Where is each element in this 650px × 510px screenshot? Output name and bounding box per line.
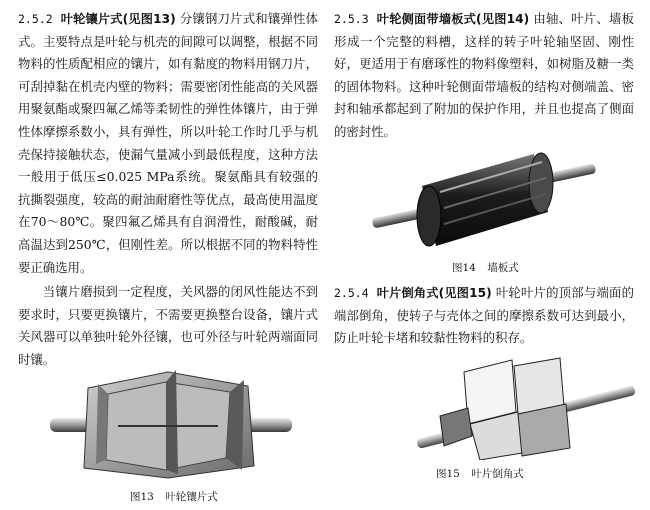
figure-13-image	[48, 366, 294, 484]
figure-14-caption	[452, 260, 519, 275]
section-2-5-2	[18, 8, 318, 279]
figure-number: 图14	[452, 262, 476, 274]
right-column	[334, 8, 634, 144]
figure-14-image	[370, 146, 600, 252]
section-title: 叶轮侧面带墙板式(见图14)	[376, 12, 530, 26]
figure-number: 图13	[130, 491, 154, 503]
section-body: 叶轮叶片的顶部与端面的端部倒角，使转子与壳体之间的摩擦系数可达到最小，防止叶轮卡堵和较黏性物料的积存。	[334, 285, 634, 346]
figure-caption-text: 叶片倒角式	[471, 468, 524, 480]
figure-15-image	[410, 356, 642, 460]
right-column-lower	[334, 282, 634, 350]
section-title: 叶轮镶片式(见图13)	[60, 12, 176, 26]
section-body: 由轴、叶片、墙板形成一个完整的料槽，这样的转子叶轮轴坚固、刚性好，更适用于有磨琢性的物料像塑料，如树脂及糖一类的固体物料。这种叶轮侧面带墙板的结构对侧端盖、密封和轴承都起到了附加的保护作用，并且也提高了侧面的密封性。	[334, 11, 634, 139]
section-number: 2.5.2	[18, 12, 53, 26]
figure-number: 图15	[436, 468, 460, 480]
section-2-5-2-paragraph-2: 当镶片磨损到一定程度，关风器的闭风性能达不到要求时，只要更换镶片，不需要更换整台设备，镶片式关风器可以单独叶轮外径镶，也可外径与叶轮两端面同时镶。	[18, 284, 318, 367]
figure-caption-text: 叶轮镶片式	[165, 491, 218, 503]
left-column	[18, 8, 318, 372]
section-title: 叶片倒角式(见图15)	[376, 286, 492, 300]
section-number: 2.5.3	[334, 12, 369, 26]
section-2-5-4	[334, 282, 634, 350]
figure-13-caption	[130, 489, 218, 504]
section-2-5-3	[334, 8, 634, 144]
figure-15-caption	[436, 466, 524, 481]
figure-caption-text: 墙板式	[487, 262, 519, 274]
section-number: 2.5.4	[334, 286, 369, 300]
section-body: 分镶钢刀片式和镶弹性体式。主要特点是叶轮与机壳的间隙可以调整，根据不同物料的性质配相应的镶片，如有黏度的物料用钢刀片，可刮掉黏在机壳内壁的物料；需要密闭性能高的关风器用聚氨酯或聚四氟乙烯等柔韧性的弹性体镶片，由于弹性体摩擦系数小，具有弹性，所以叶轮工作时几乎与机壳保持接触状态，使漏气量减小到最低程度，这种方法一般用于低压≤0.025 MPa系统。聚氨酯具有较强的抗撕裂强度，较高的耐油耐磨性等优点，最高使用温度在70～80℃。聚四氟乙烯具有自润滑性，耐酸碱，耐高温达到250℃，但刚性差。所以根据不同的物料特性要正确选用。	[18, 11, 318, 275]
